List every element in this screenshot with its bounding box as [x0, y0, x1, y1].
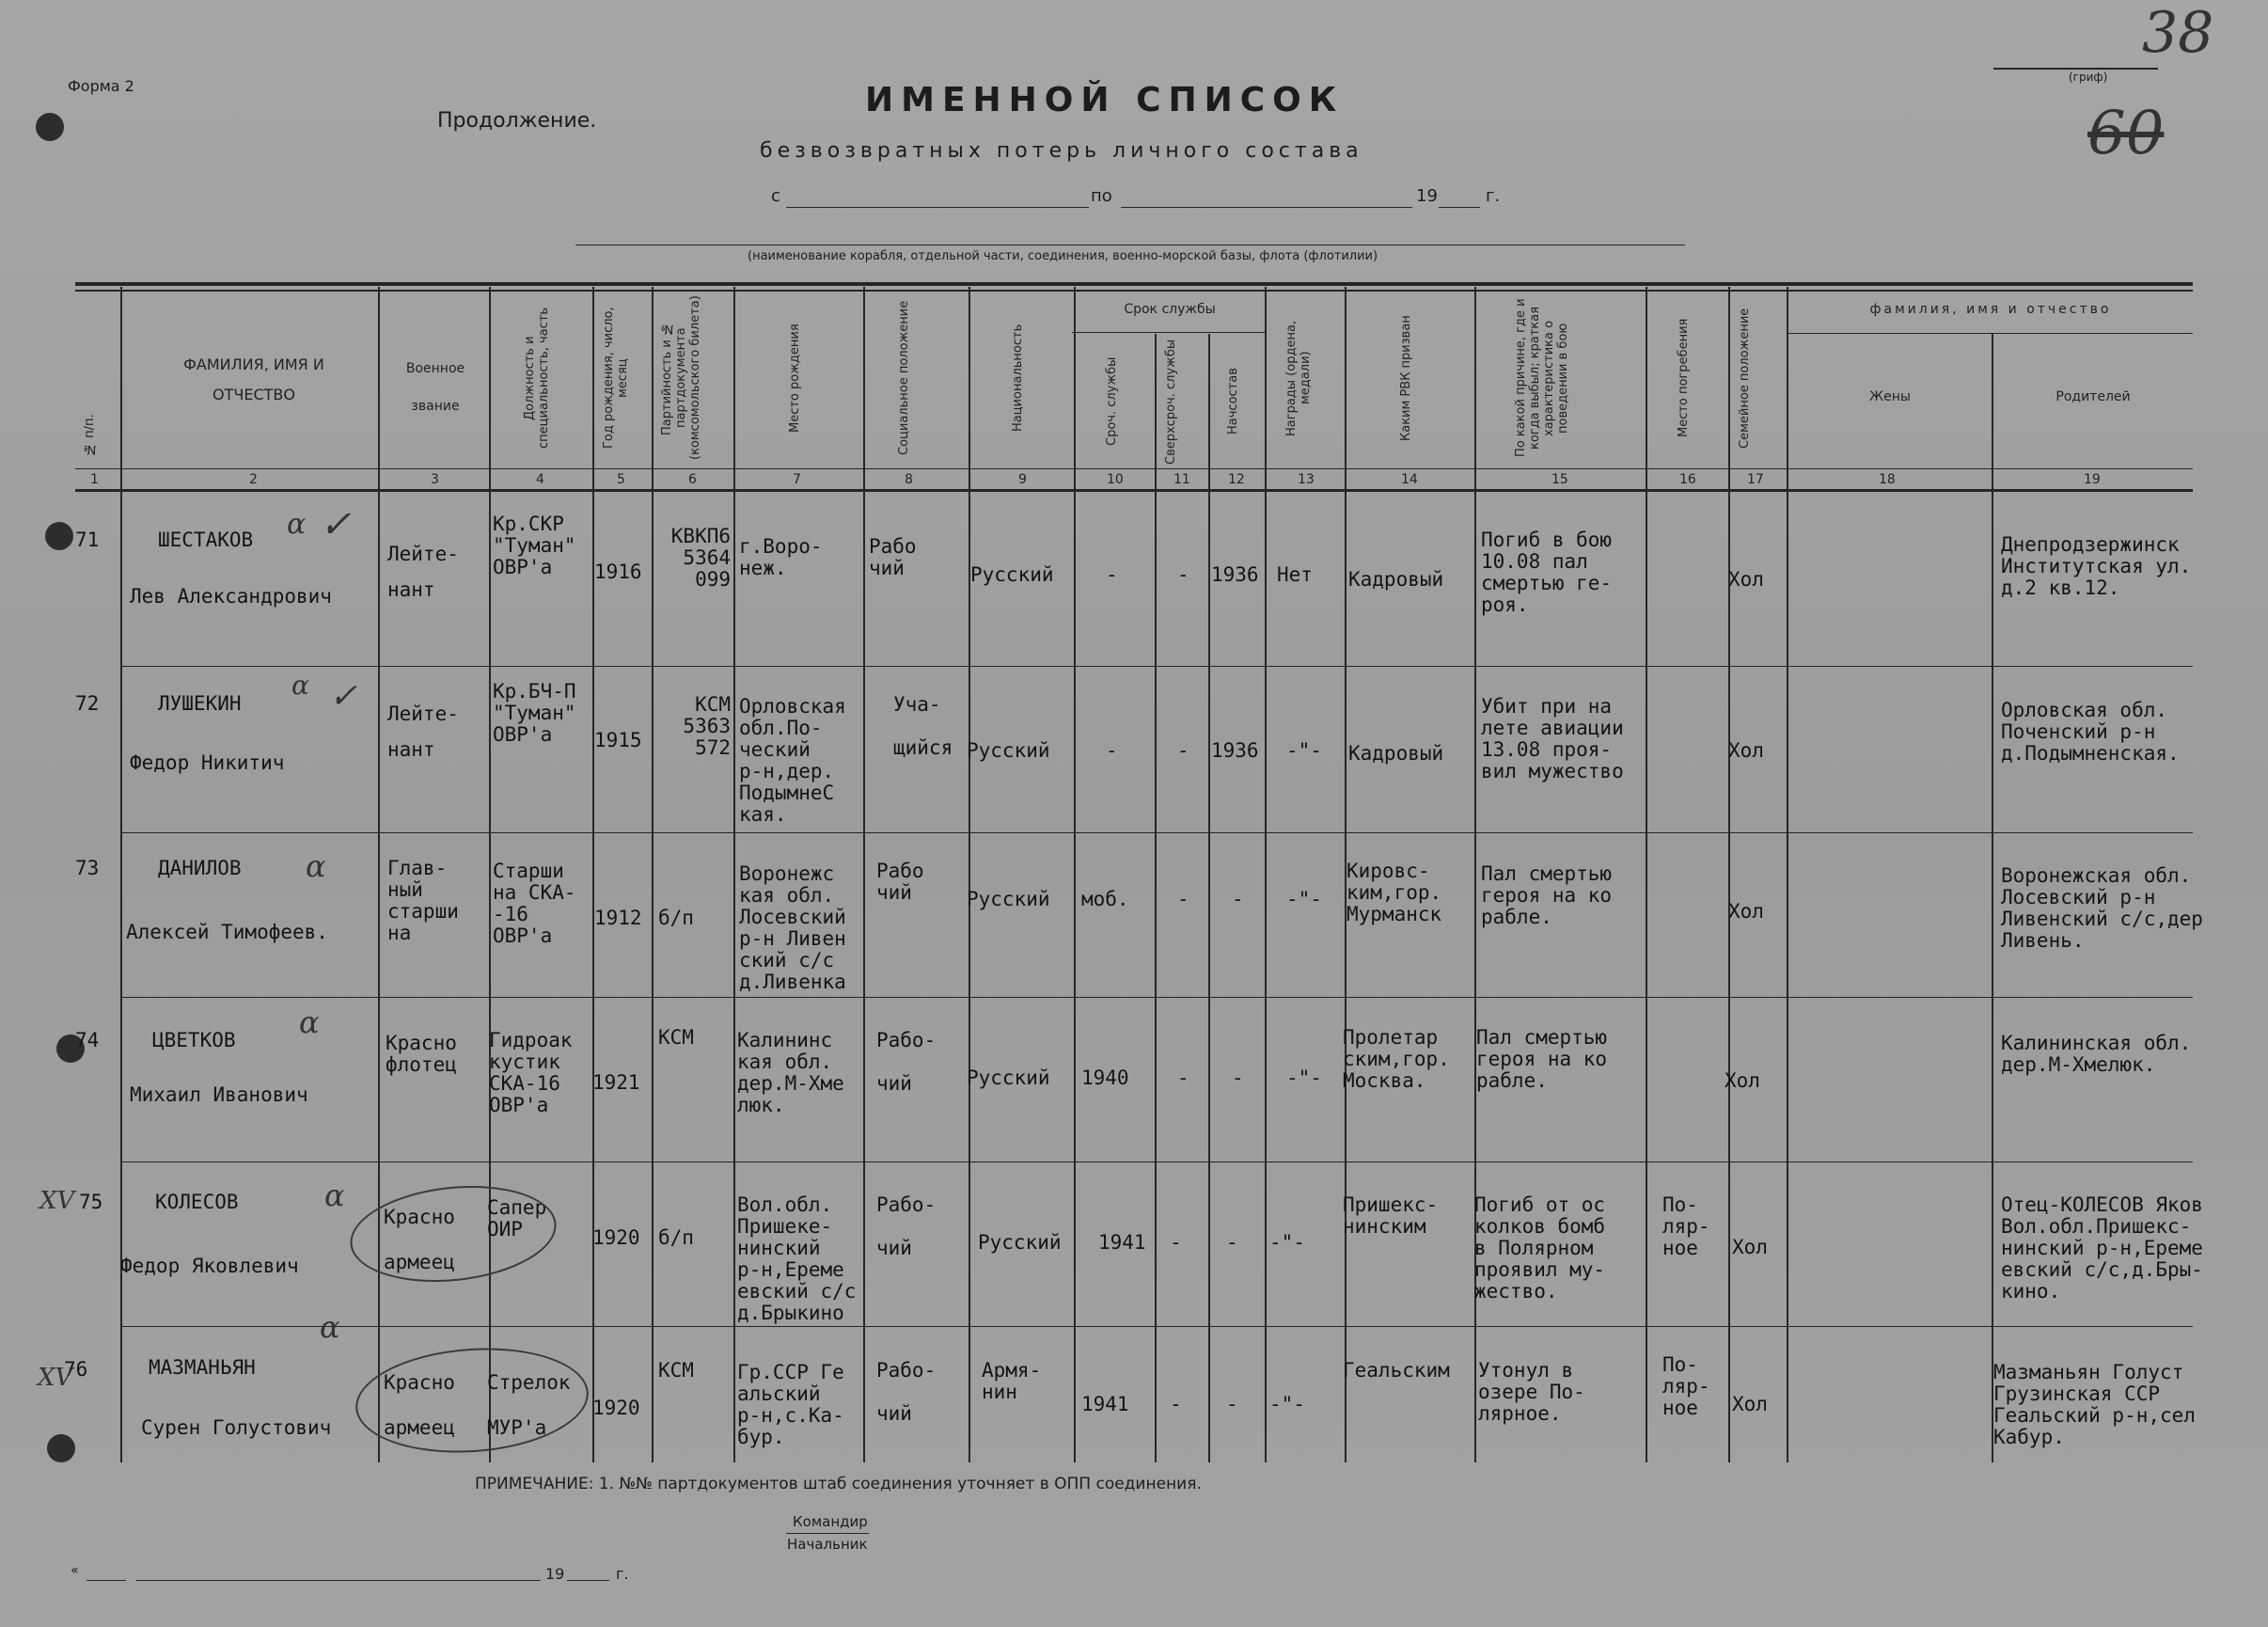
birth-year: 1920 — [592, 1397, 640, 1419]
alpha-mark-icon: α — [287, 508, 307, 541]
surname: ЛУШЕКИН — [158, 692, 242, 715]
rvk: Геальским — [1343, 1359, 1450, 1382]
given-name: Федор Яковлевич — [120, 1255, 299, 1277]
parents: Отец-КОЛЕСОВ Яков Вол.обл.Пришекс- нинский р-н,Ереме евский с/с,д.Бры- кино. — [2001, 1193, 2203, 1303]
burial-place: По- ляр- ное — [1662, 1353, 1710, 1419]
birthplace: Гр.ССР Ге альский р-н,с.Ка- бур. — [737, 1361, 844, 1448]
col-header-rvk: Каким РВК призван — [1399, 315, 1413, 441]
officer-since: - — [1232, 1066, 1244, 1089]
term-service: моб. — [1081, 888, 1129, 910]
rvk: Кадровый — [1348, 742, 1444, 765]
term-service: 1940 — [1081, 1066, 1129, 1089]
punch-hole-icon — [45, 522, 73, 550]
col-header-position: Должность и специальность, часть — [523, 308, 551, 450]
alpha-mark-icon: α — [291, 670, 309, 701]
col-header-term: Сроч. службы — [1105, 356, 1119, 447]
surname: ШЕСТАКОВ — [158, 529, 254, 551]
roman-mark: XV — [39, 1187, 75, 1215]
col-number: 19 — [2084, 472, 2101, 487]
party: б/п — [658, 1226, 694, 1249]
birth-year: 1921 — [592, 1071, 640, 1094]
row-number: 72 — [75, 692, 100, 715]
col-header-nationality: Национальность — [1011, 324, 1025, 433]
row-number: 73 — [75, 857, 100, 879]
document-subtitle: безвозвратных потерь личного состава — [760, 139, 1363, 163]
surname: ЦВЕТКОВ — [152, 1029, 236, 1051]
col-number: 8 — [905, 472, 913, 487]
party: КСМ 5363 572 — [683, 693, 731, 759]
social-status: Рабо чий — [876, 860, 924, 904]
term-service: 1941 — [1098, 1231, 1146, 1254]
reason: Пал смертью героя на ко рабле. — [1481, 862, 1613, 928]
col-number: 3 — [431, 472, 439, 487]
position: Кр.БЧ-П "Туман" ОВР'а — [493, 680, 576, 746]
reason: Убит при на лете авиации 13.08 проя- вил мужество — [1481, 695, 1624, 782]
birth-year: 1916 — [594, 561, 642, 583]
chief-label: Начальник — [787, 1536, 868, 1553]
footer-date-year: 19 — [545, 1565, 565, 1583]
col-header-rank: Военное звание — [405, 361, 465, 414]
nationality: Русский — [967, 739, 1050, 762]
col-number: 12 — [1228, 472, 1245, 487]
extended-service: - — [1177, 563, 1189, 586]
col-header-party: Партийность и № партдокумента (комсомольского билета) — [660, 295, 702, 461]
commander-label: Командир — [793, 1513, 868, 1530]
awards: -"- — [1286, 888, 1322, 910]
nationality: Русский — [970, 563, 1054, 586]
col-number: 2 — [249, 472, 258, 487]
social-status: Рабо- чий — [876, 1359, 937, 1425]
awards: -"- — [1269, 1393, 1305, 1415]
col-header-parents: Родителей — [2055, 389, 2131, 404]
rvk: Кировс- ким,гор. Мурманск — [1347, 860, 1442, 925]
rank: Красно армеец — [384, 1206, 455, 1273]
family-status: Хол — [1728, 900, 1764, 923]
officer-since: 1936 — [1211, 563, 1259, 586]
col-number: 17 — [1747, 472, 1764, 487]
col-header-service-term: Срок службы — [1124, 302, 1216, 317]
nationality: Русский — [978, 1231, 1062, 1254]
position: Стрелок МУР'а — [487, 1371, 571, 1439]
row-number: 71 — [75, 529, 100, 551]
extended-service: - — [1177, 1066, 1189, 1089]
period-g: г. — [1486, 186, 1501, 206]
row-number: 75 — [79, 1191, 103, 1213]
position: Сапер ОИР — [487, 1196, 547, 1240]
officer-since: 1936 — [1211, 739, 1259, 762]
party: КСМ — [658, 1026, 694, 1049]
rvk: Пришекс- нинским — [1343, 1193, 1439, 1238]
given-name: Сурен Голустович — [141, 1416, 332, 1439]
col-number: 10 — [1107, 472, 1124, 487]
family-status: Хол — [1732, 1393, 1768, 1415]
social-status: Уча- щийся — [893, 693, 953, 759]
col-header-birth: Год рождения, число, месяц — [602, 307, 630, 450]
reason: Утонул в озере По- лярное. — [1478, 1359, 1585, 1425]
rank: Глав- ный старши на — [387, 857, 459, 944]
page-number: 38 — [2142, 0, 2214, 66]
given-name: Михаил Иванович — [130, 1083, 308, 1106]
social-status: Рабо чий — [869, 535, 917, 579]
officer-since: - — [1226, 1231, 1238, 1254]
col-number: 15 — [1551, 472, 1568, 487]
given-name: Лев Александрович — [130, 585, 332, 608]
col-number: 4 — [536, 472, 544, 487]
rank: Красно флотец — [386, 1032, 457, 1076]
surname: КОЛЕСОВ — [155, 1191, 239, 1213]
surname: МАЗМАНЬЯН — [149, 1356, 256, 1379]
row-number: 74 — [75, 1029, 100, 1051]
punch-hole-icon — [36, 113, 64, 141]
social-status: Рабо- чий — [876, 1193, 937, 1259]
old-page-number: 60 — [2087, 99, 2165, 168]
party: КВКП6 5364 099 — [670, 525, 731, 591]
col-header-extended: Сверхсроч. службы — [1164, 339, 1178, 465]
term-service: 1941 — [1081, 1393, 1129, 1415]
officer-since: - — [1226, 1393, 1238, 1415]
col-number: 18 — [1879, 472, 1896, 487]
term-service: - — [1106, 563, 1118, 586]
roman-mark: XV — [38, 1364, 73, 1392]
period-year: 19 — [1416, 186, 1438, 206]
parents: Днепродзержинск Институтская ул. д.2 кв.12. — [2001, 533, 2192, 599]
social-status: Рабо- чий — [876, 1029, 937, 1095]
awards: -"- — [1286, 1066, 1322, 1089]
col-number: 14 — [1401, 472, 1418, 487]
parents: Калининская обл. дер.М-Хмелюк. — [2001, 1032, 2192, 1076]
col-header-number: № п/п. — [83, 414, 97, 457]
col-header-social: Социальное положение — [897, 300, 911, 456]
term-service: - — [1106, 739, 1118, 762]
birthplace: Калининс кая обл. дер.М-Хме люк. — [737, 1029, 844, 1116]
footer-date-g: г. — [616, 1565, 629, 1583]
alpha-mark-icon: α — [320, 1309, 340, 1345]
position: Кр.СКР "Туман" ОВР'а — [493, 513, 576, 578]
birthplace: Воронежс кая обл. Лосевский р-н Ливен ский с/с д.Ливенка — [739, 862, 846, 993]
officer-since: - — [1232, 888, 1244, 910]
check-mark-icon: ✓ — [320, 503, 352, 546]
nationality: Русский — [967, 888, 1050, 910]
family-status: Хол — [1732, 1236, 1768, 1258]
col-number: 1 — [90, 472, 99, 487]
footnote: ПРИМЕЧАНИЕ: 1. №№ партдокументов штаб соединения уточняет в ОПП соединения. — [475, 1475, 1202, 1493]
party: КСМ — [658, 1359, 694, 1382]
unit-caption: (наименование корабля, отдельной части, соединения, военно-морской базы, флота (флотилии) — [748, 249, 1378, 263]
col-number: 13 — [1298, 472, 1315, 487]
position: Старши на СКА- -16 ОВР'а — [493, 860, 576, 947]
col-number: 5 — [617, 472, 625, 487]
col-number: 7 — [793, 472, 801, 487]
col-header-awards: Награды (ордена, медали) — [1284, 320, 1313, 436]
check-mark-icon: ✓ — [329, 677, 358, 716]
alpha-mark-icon: α — [324, 1177, 345, 1213]
reason: Погиб в бою 10.08 пал смертью ге- роя. — [1481, 529, 1613, 616]
period-to-label: по — [1091, 186, 1112, 206]
form-label: Форма 2 — [68, 77, 134, 95]
family-status: Хол — [1728, 739, 1764, 762]
punch-hole-icon — [47, 1434, 75, 1462]
birthplace: г.Воро- неж. — [739, 535, 823, 579]
birthplace: Вол.обл. Пришеке- нинский р-н,Ереме евский с/с д.Брыкино — [737, 1193, 857, 1324]
awards: -"- — [1286, 739, 1322, 762]
parents: Воронежская обл. Лосевский р-н Ливенский с/с,дер Ливень. — [2001, 864, 2203, 952]
document-title: ИМЕННОЙ СПИСОК — [865, 81, 1345, 119]
col-header-reason: По какой причине, где и когда выбыл; краткая характеристика о поведении в бою — [1514, 298, 1570, 458]
extended-service: - — [1177, 739, 1189, 762]
party: б/п — [658, 907, 694, 929]
col-header-wife: Жены — [1869, 389, 1911, 404]
extended-service: - — [1170, 1393, 1182, 1415]
given-name: Федор Никитич — [130, 751, 285, 774]
footer-date-quote: « — [71, 1563, 79, 1578]
col-header-name: ФАМИЛИЯ, ИМЯ И ОТЧЕСТВО — [183, 355, 324, 403]
position: Гидроак кустик СКА-16 ОВР'а — [489, 1029, 573, 1116]
row-number: 76 — [64, 1358, 88, 1381]
rvk: Пролетар ским,гор. Москва. — [1343, 1026, 1450, 1092]
col-header-officer: Начсостав — [1226, 368, 1240, 435]
family-status: Хол — [1728, 568, 1764, 591]
burial-place: По- ляр- ное — [1662, 1193, 1710, 1259]
parents: Орловская обл. Поченский р-н д.Подымненская. — [2001, 699, 2180, 765]
birthplace: Орловская обл.По- ческий р-н,дер. ПодымнеС кая. — [739, 695, 846, 826]
rank: Красно армеец — [384, 1371, 455, 1439]
table-header-bottom — [75, 489, 2193, 492]
extended-service: - — [1177, 888, 1189, 910]
col-header-birthplace: Место рождения — [788, 324, 802, 433]
rank: Лейте- нант — [387, 703, 459, 761]
awards: -"- — [1269, 1231, 1305, 1254]
col-number: 11 — [1173, 472, 1190, 487]
extended-service: - — [1170, 1231, 1182, 1254]
nationality: Русский — [967, 1066, 1050, 1089]
parents: Мазманьян Голуст Грузинская ССР Геальский р-н,сел Кабур. — [1993, 1361, 2196, 1448]
col-header-family-status: Семейное положение — [1738, 308, 1752, 449]
alpha-mark-icon: α — [299, 1004, 320, 1040]
col-header-family: фамилия, имя и отчество — [1869, 302, 2112, 317]
continuation-label: Продолжение. — [437, 109, 597, 133]
table-top-border — [75, 282, 2193, 286]
col-number: 16 — [1679, 472, 1696, 487]
birth-year: 1920 — [592, 1226, 640, 1249]
family-status: Хол — [1725, 1069, 1760, 1092]
col-number: 9 — [1018, 472, 1027, 487]
given-name: Алексей Тимофеев. — [126, 921, 328, 943]
rank: Лейте- нант — [387, 543, 459, 601]
col-number: 6 — [688, 472, 697, 487]
reason: Пал смертью героя на ко рабле. — [1476, 1026, 1608, 1092]
birth-year: 1912 — [594, 907, 642, 929]
rvk: Кадровый — [1348, 568, 1444, 591]
awards: Нет — [1277, 563, 1313, 586]
surname: ДАНИЛОВ — [158, 857, 242, 879]
col-header-burial: Место погребения — [1677, 318, 1691, 438]
reason: Погиб от ос колков бомб в Полярном проявил му- жество. — [1474, 1193, 1606, 1303]
period-from-label: с — [771, 186, 780, 206]
nationality: Армя- нин — [982, 1359, 1042, 1403]
stamp-label: (гриф) — [2069, 71, 2108, 84]
alpha-mark-icon: α — [306, 848, 326, 884]
birth-year: 1915 — [594, 729, 642, 751]
